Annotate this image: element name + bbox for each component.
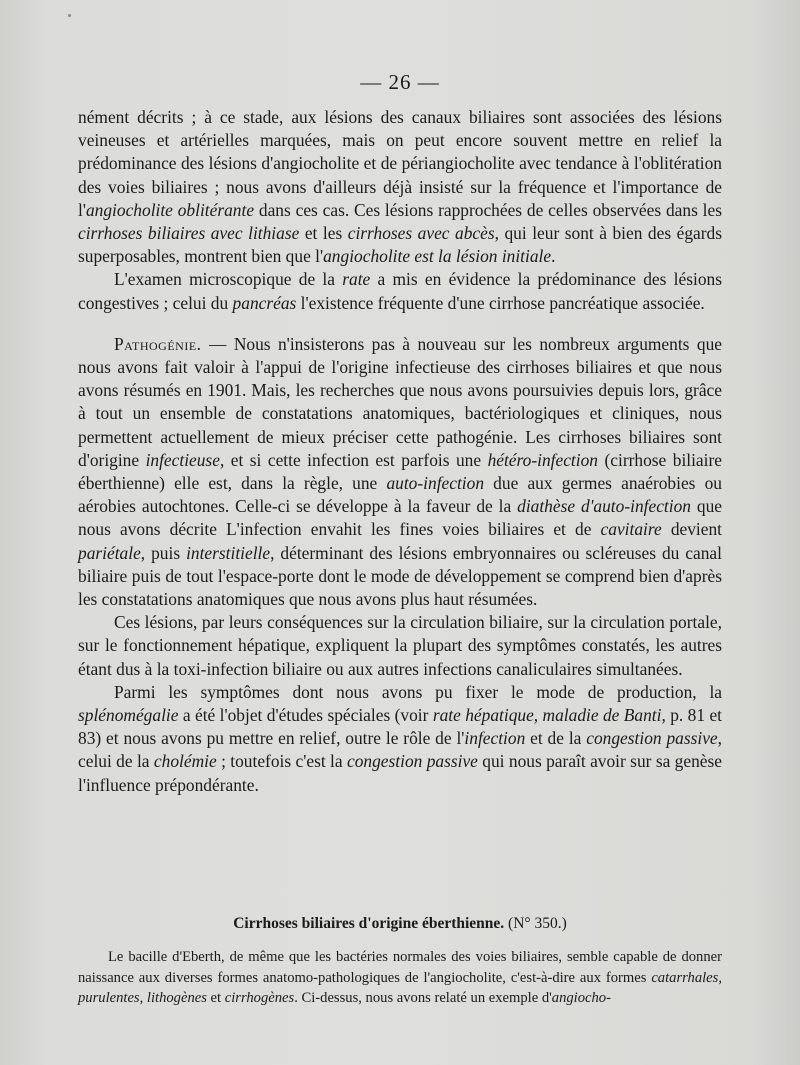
text-run: . Ci-dessus, nous avons relaté un exemple d' xyxy=(294,990,552,1006)
text-run: . xyxy=(551,246,556,267)
paragraph-microscopy xyxy=(78,268,722,314)
italic-term: angiocholite oblitérante xyxy=(85,199,255,220)
italic-term: angiocholite est la lésion initiale xyxy=(323,246,552,267)
italic-term: cholémie xyxy=(153,751,217,772)
paragraph-eberth xyxy=(78,947,722,1009)
italic-term: cirrhogènes xyxy=(224,990,295,1006)
main-text xyxy=(78,106,722,797)
text-run: L'examen microscopique de la xyxy=(114,269,343,290)
section-reference: (N° 350.) xyxy=(504,915,567,932)
italic-term: diathèse d'auto-infection xyxy=(517,496,691,517)
text-run: et de la xyxy=(525,728,587,749)
text-run: Ces lésions, par leurs conséquences sur la circulation biliaire, sur la circulation portale, sur le fonctionnement hépatique, expliquent la plupart des symptômes constatés, les autres étant dus à la toxi-infection biliaire ou aux autres infections canaliculaires simultanées. xyxy=(78,612,722,679)
italic-term: rate hépatique, maladie de Banti xyxy=(432,705,662,726)
text-run: a été l'objet d'études spéciales (voir xyxy=(178,705,433,726)
section-title-text: Cirrhoses biliaires d'origine éberthienne. xyxy=(233,915,505,932)
italic-term: interstitielle xyxy=(186,542,271,563)
text-run: qui nous paraît avoir sur sa genèse l'influence prépondérante. xyxy=(78,751,722,795)
text-run: , puis xyxy=(140,542,187,563)
paragraph-lesions xyxy=(78,106,722,268)
page-number: — 26 — xyxy=(360,70,440,94)
italic-term: catarrhales, purulentes, lithogènes xyxy=(78,969,722,1006)
section-heading-pathogenie: Pathogénie. xyxy=(114,333,202,354)
italic-term: cirrhoses biliaires avec lithiase xyxy=(78,223,300,244)
italic-term: rate xyxy=(342,269,371,290)
text-run: (cirrhose biliaire éberthienne) elle est, dans la règle, une xyxy=(78,449,722,494)
italic-term: hétéro-infection xyxy=(487,449,598,470)
paragraph-pathogenie xyxy=(78,333,722,611)
italic-term: pariétale xyxy=(78,542,141,563)
italic-term: infection xyxy=(464,728,526,749)
text-run: , qui leur sont à bien des égards superposables, montrent bien que l' xyxy=(78,223,723,267)
text-run: devient xyxy=(661,519,723,540)
text-run: , p. 81 et 83) et nous avons pu mettre en relief, outre le rôle de l' xyxy=(78,705,722,749)
text-run: ; toutefois c'est la xyxy=(216,751,347,772)
text-run: que nous avons décrite L'infection envahit les fines voies biliaires et de xyxy=(78,496,722,540)
text-run: Parmi les symptômes dont nous avons pu fixer le mode de production, la xyxy=(114,681,722,702)
text-run: , celui de la xyxy=(78,728,722,772)
italic-term: cirrhoses avec abcès xyxy=(347,223,495,244)
italic-term: congestion passive xyxy=(346,751,478,772)
paragraph-consequences xyxy=(78,611,722,681)
scan-speck xyxy=(68,14,71,17)
text-run: l'existence fréquente d'une cirrhose pancréatique associée. xyxy=(296,292,705,313)
italic-term: angiocho- xyxy=(551,990,611,1006)
note-text xyxy=(78,947,722,1009)
italic-term: auto-infection xyxy=(386,473,485,494)
italic-term: pancréas xyxy=(232,292,297,313)
text-run: due aux germes anaérobies ou aérobies autochtones. Celle-ci se développe à la faveur de la xyxy=(78,473,723,517)
section-title xyxy=(0,915,800,933)
text-run: et les xyxy=(299,223,348,244)
text-run: nément décrits ; à ce stade, aux lésions des canaux biliaires sont associées des lésions veineuses et artérielles marquées, mais on peut encore souvent mettre en relief la prédominance des lésions d'angiocholite et de périangiocholite avec tendance à l'oblitération des voies biliaires ; nous avons d'ailleurs déjà insisté sur la fréquence et l'importance de l' xyxy=(78,107,722,220)
italic-term: cavitaire xyxy=(600,519,662,540)
italic-term: infectieuse xyxy=(145,449,220,470)
text-run: dans ces cas. Ces lésions rapprochées de celles observées dans les xyxy=(254,199,722,220)
paragraph-symptoms xyxy=(78,681,722,797)
italic-term: splénomégalie xyxy=(78,705,179,726)
text-run: — Nous n'insisterons pas à nouveau sur les nombreux arguments que nous avons fait valoir à l'appui de l'origine infectieuse des cirrhoses biliaires et que nous avons résumés en 1901. Mais, les recherches que nous avons poursuivies depuis lors, grâce à tout un ensemble de constatations anatomiques, bactériologiques et cliniques, nous permettent actuellement de mieux préciser cette pathogénie. Les cirrhoses biliaires sont d'origine xyxy=(78,333,722,470)
text-run: et xyxy=(206,990,225,1006)
text-run: Le bacille d'Eberth, de même que les bactéries normales des voies biliaires, semble capable de donner naissance aux diverses formes anatomo-pathologiques de l'angiocholite, c'est-à-dire aux formes xyxy=(78,949,722,986)
text-run: a mis en évidence la prédominance des lésions congestives ; celui du xyxy=(78,269,722,313)
text-run: , et si cette infection est parfois une xyxy=(219,449,488,470)
italic-term: congestion passive xyxy=(586,728,718,749)
text-run: , déterminant des lésions embryonnaires ou scléreuses du canal biliaire puis de tout l'espace-porte dont le mode de développement se comprend bien d'après les constatations anatomiques que nous avons plus haut résumées. xyxy=(78,542,722,610)
